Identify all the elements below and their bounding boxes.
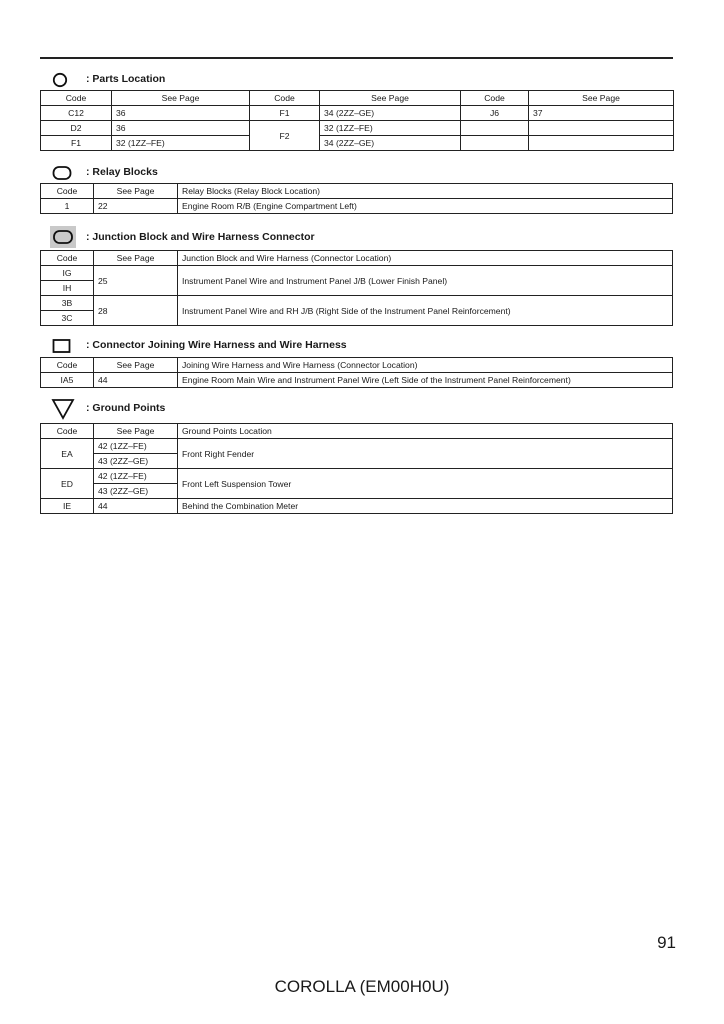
page-cell: 36 <box>112 106 250 121</box>
table-row <box>41 499 673 514</box>
triangle-symbol-icon <box>51 398 75 420</box>
column-header: Code <box>41 91 112 106</box>
page-cell: 43 (2ZZ–GE) <box>94 484 178 499</box>
column-header: Code <box>250 91 320 106</box>
location-cell: Front Right Fender <box>178 439 673 469</box>
code-cell: ED <box>41 469 94 499</box>
column-header: See Page <box>94 358 178 373</box>
rounded-rectangle-symbol-icon <box>52 165 72 181</box>
table-header-row <box>41 91 674 106</box>
page-number: 91 <box>657 933 676 952</box>
page-cell: 43 (2ZZ–GE) <box>94 454 178 469</box>
page-cell: 42 (1ZZ–FE) <box>94 469 178 484</box>
footer-model-code: COROLLA (EM00H0U) <box>274 977 450 996</box>
location-cell: Front Left Suspension Tower <box>178 469 673 499</box>
location-cell: Instrument Panel Wire and RH J/B (Right Side of the Instrument Panel Reinforcement) <box>178 296 673 326</box>
table-header-row <box>41 184 673 199</box>
empty-cell <box>529 136 674 151</box>
connector-joining-table <box>40 357 673 388</box>
column-header: Code <box>41 358 94 373</box>
page-cell: 44 <box>94 373 178 388</box>
code-cell: IG <box>41 266 94 281</box>
location-cell: Behind the Combination Meter <box>178 499 673 514</box>
column-header: Code <box>41 251 94 266</box>
code-cell: IE <box>41 499 94 514</box>
table-header-row <box>41 424 673 439</box>
empty-cell <box>461 136 529 151</box>
page-cell: 32 (1ZZ–FE) <box>320 121 461 136</box>
circle-symbol-icon <box>52 72 68 88</box>
page-cell: 25 <box>94 266 178 296</box>
code-cell: J6 <box>461 106 529 121</box>
table-row <box>41 136 674 151</box>
location-cell: Engine Room R/B (Engine Compartment Left) <box>178 199 673 214</box>
parts-location-table <box>40 90 674 151</box>
empty-cell <box>529 121 674 136</box>
relay-blocks-section <box>40 163 673 214</box>
relay-blocks-table <box>40 183 673 214</box>
page-cell: 42 (1ZZ–FE) <box>94 439 178 454</box>
junction-block-table <box>40 250 673 326</box>
code-cell: 3B <box>41 296 94 311</box>
parts-location-title: : Parts Location <box>86 73 166 85</box>
connector-joining-section <box>40 336 673 388</box>
location-cell: Instrument Panel Wire and Instrument Panel J/B (Lower Finish Panel) <box>178 266 673 296</box>
code-cell: EA <box>41 439 94 469</box>
column-header: See Page <box>320 91 461 106</box>
table-row <box>41 266 673 281</box>
table-row <box>41 439 673 454</box>
ground-points-table <box>40 423 673 514</box>
table-row <box>41 121 674 136</box>
table-row <box>41 199 673 214</box>
ground-points-title: : Ground Points <box>86 402 166 414</box>
page-cell: 37 <box>529 106 674 121</box>
page-cell: 44 <box>94 499 178 514</box>
column-header: Code <box>41 424 94 439</box>
page-cell: 32 (1ZZ–FE) <box>112 136 250 151</box>
column-header: Junction Block and Wire Harness (Connector Location) <box>178 251 673 266</box>
column-header: See Page <box>94 184 178 199</box>
column-header: Ground Points Location <box>178 424 673 439</box>
connector-joining-title: : Connector Joining Wire Harness and Wire Harness <box>86 339 347 351</box>
page-cell: 28 <box>94 296 178 326</box>
table-header-row <box>41 251 673 266</box>
code-cell: 1 <box>41 199 94 214</box>
column-header: Code <box>41 184 94 199</box>
column-header: Code <box>461 91 529 106</box>
column-header: See Page <box>94 251 178 266</box>
empty-cell <box>461 121 529 136</box>
column-header: See Page <box>529 91 674 106</box>
column-header: See Page <box>112 91 250 106</box>
code-cell: F1 <box>41 136 112 151</box>
column-header: Relay Blocks (Relay Block Location) <box>178 184 673 199</box>
code-cell: C12 <box>41 106 112 121</box>
code-cell: IH <box>41 281 94 296</box>
location-cell: Engine Room Main Wire and Instrument Panel Wire (Left Side of the Instrument Panel Reinforcement) <box>178 373 673 388</box>
code-cell: F1 <box>250 106 320 121</box>
table-header-row <box>41 358 673 373</box>
page-cell: 36 <box>112 121 250 136</box>
shaded-rounded-rectangle-symbol-icon <box>50 226 76 248</box>
page-cell: 22 <box>94 199 178 214</box>
square-symbol-icon <box>52 338 72 354</box>
code-cell: IA5 <box>41 373 94 388</box>
code-cell: F2 <box>250 121 320 151</box>
parts-location-section <box>40 70 673 151</box>
junction-block-title: : Junction Block and Wire Harness Connector <box>86 231 315 243</box>
column-header: Joining Wire Harness and Wire Harness (Connector Location) <box>178 358 673 373</box>
page-cell: 34 (2ZZ–GE) <box>320 136 461 151</box>
code-cell: D2 <box>41 121 112 136</box>
table-row <box>41 373 673 388</box>
column-header: See Page <box>94 424 178 439</box>
page-cell: 34 (2ZZ–GE) <box>320 106 461 121</box>
junction-block-section <box>40 226 673 326</box>
table-row <box>41 296 673 311</box>
table-row <box>41 106 674 121</box>
top-rule <box>40 57 673 59</box>
ground-points-section <box>40 398 673 514</box>
code-cell: 3C <box>41 311 94 326</box>
table-row <box>41 469 673 484</box>
relay-blocks-title: : Relay Blocks <box>86 166 158 178</box>
